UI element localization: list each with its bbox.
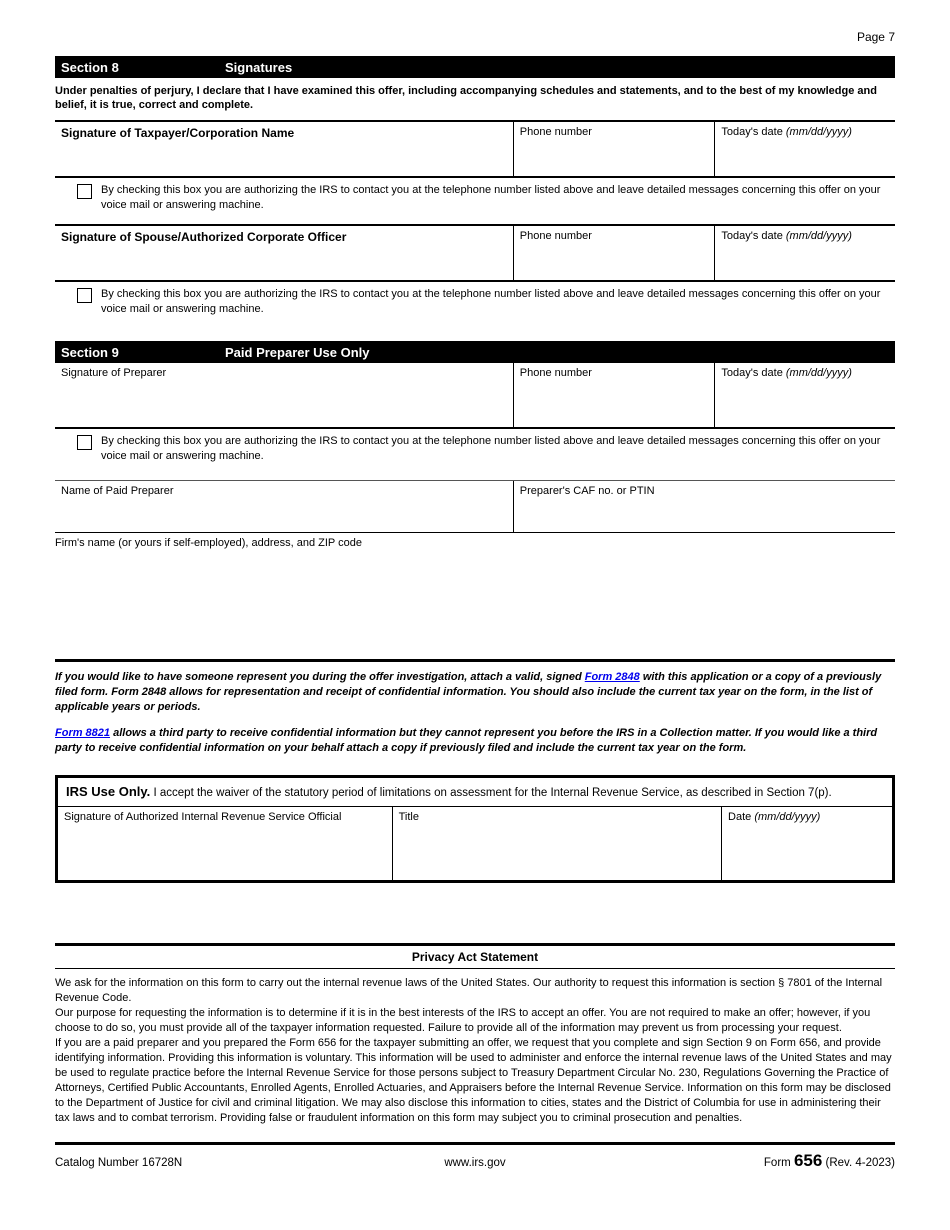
preparer-signature-label: Signature of Preparer [61, 367, 167, 379]
form-word: Form [763, 1157, 791, 1169]
preparer-signature-row [55, 363, 895, 429]
spouse-signature-label: Signature of Spouse/Authorized Corporate Officer [61, 230, 347, 244]
preparer-contact-checkbox-label: By checking this box you are authorizing the IRS to contact you at the telephone number listed above and leave detailed messages concerning this offer on your voice mail or answering machine. [101, 435, 881, 462]
irs-use-only-title: IRS Use Only. [66, 784, 151, 799]
page-number: Page 7 [856, 30, 895, 44]
form-8821-link[interactable]: Form 8821 [55, 727, 111, 739]
representation-para-2848-post: with this application or a copy of a previously filed form. Form 2848 allows for representation and receipt of confidential information. You should also include the current tax year on the form, in the list of applicable years or periods. [55, 671, 882, 713]
spouse-phone-label: Phone number [519, 230, 592, 242]
section9-header-bar [55, 341, 895, 363]
taxpayer-contact-checkbox-label: By checking this box you are authorizing the IRS to contact you at the telephone number listed above and leave detailed messages concerning this offer on your voice mail or answering machine. [101, 184, 881, 211]
irs-official-title-field[interactable] [392, 807, 721, 880]
firm-name-field[interactable] [55, 551, 895, 655]
preparer-caf-label: Preparer's CAF no. or PTIN [519, 485, 655, 497]
preparer-signature-field[interactable] [55, 363, 513, 427]
page-content [55, 0, 895, 1171]
catalog-number: Catalog Number 16728N [55, 1157, 183, 1169]
irs-official-row [58, 806, 892, 880]
perjury-statement: Under penalties of perjury, I declare that I have examined this offer, including accompanying schedules and statements, and to the best of my knowledge and belief, it is true, correct and complete. [55, 85, 877, 111]
taxpayer-signature-label: Signature of Taxpayer/Corporation Name [61, 126, 295, 140]
taxpayer-phone-label: Phone number [519, 126, 592, 138]
taxpayer-date-format: (mm/dd/yyyy) [785, 126, 852, 138]
preparer-date-format: (mm/dd/yyyy) [785, 367, 852, 379]
taxpayer-contact-consent [55, 183, 895, 213]
irs-use-only-waiver-text: I accept the waiver of the statutory period of limitations on assessment for the Internal Revenue Service, as described in Section 7(p). [150, 787, 832, 799]
preparer-name-label: Name of Paid Preparer [61, 485, 174, 497]
taxpayer-contact-checkbox[interactable] [77, 184, 92, 199]
section8-title: Signatures [225, 59, 293, 75]
spouse-phone-field[interactable] [513, 226, 715, 280]
privacy-para-3: If you are a paid preparer and you prepared the Form 656 for the taxpayer submitting an offer, we request that you complete and sign Section 9 on Form 656, and provide identifying information. Providing this information is voluntary. This information will be used to administer and enforce the internal revenue laws of the United States and may be used to regulate practice before the Internal Revenue Service for those persons subject to Treasury Department Circular No. 230, Regulations Governing the Practice of Attorneys, Certified Public Accountants, Enrolled Agents, Enrolled Actuaries, and Appraisers before the Internal Revenue Service. Information on this form may be disclosed to the Department of Justice for civil and criminal litigation. We may also disclose this information to cities, states and the District of Columbia for use in administering their tax laws and to combat terrorism. Providing false or fraudulent information on this form may subject you to criminal prosecution and penalties. [55, 1037, 892, 1124]
taxpayer-date-field[interactable] [714, 122, 895, 176]
form-2848-link[interactable]: Form 2848 [584, 671, 640, 683]
form-revision: (Rev. 4-2023) [825, 1157, 895, 1169]
privacy-heading: Privacy Act Statement [55, 946, 895, 969]
spouse-signature-row [55, 224, 895, 282]
section9-title: Paid Preparer Use Only [225, 344, 370, 360]
form-number-block [615, 1151, 895, 1171]
footer-rule [55, 1142, 895, 1145]
irs-official-date-label: Date [728, 811, 752, 823]
privacy-para-1: We ask for the information on this form to carry out the internal revenue laws of the United States. Our authority to request this information is section § 7801 of the Internal Revenue Code. [55, 977, 883, 1004]
form-number: 656 [793, 1151, 823, 1170]
preparer-contact-consent [55, 434, 895, 464]
spouse-date-field[interactable] [714, 226, 895, 280]
irs-official-title-label: Title [398, 811, 419, 823]
taxpayer-signature-field[interactable] [55, 122, 513, 176]
privacy-para-2: Our purpose for requesting the information is to determine if it is in the best interests of the IRS to accept an offer. You are not required to make an offer; however, if you choose to do so, you must provide all of the taxpayer information requested. Failure to provide all of the information may prevent us from processing your request. [55, 1007, 871, 1034]
firm-name-label: Firm's name (or yours if self-employed), address, and ZIP code [55, 537, 362, 549]
preparer-caf-field[interactable] [513, 481, 895, 532]
spouse-contact-checkbox-label: By checking this box you are authorizing the IRS to contact you at the telephone number listed above and leave detailed messages concerning this offer on your voice mail or answering machine. [101, 288, 881, 315]
irs-use-only-header [58, 778, 892, 806]
preparer-name-row [55, 480, 895, 533]
section8-id: Section 8 [61, 59, 119, 75]
irs-official-signature-field[interactable] [58, 807, 392, 880]
spouse-date-format: (mm/dd/yyyy) [785, 230, 852, 242]
section9-id: Section 9 [61, 344, 119, 360]
representation-para-8821-post: allows a third party to receive confidential information but they cannot represent you before the IRS in a Collection matter. If you would like a third party to receive confidential information on your behalf attach a copy if previously filed and include the current tax year on the form. [55, 727, 878, 754]
representation-para-8821 [55, 726, 895, 756]
irs-official-date-field[interactable] [721, 807, 892, 880]
preparer-contact-checkbox[interactable] [77, 435, 92, 450]
irs-official-date-format: (mm/dd/yyyy) [754, 811, 821, 823]
preparer-date-label: Today's date [721, 367, 783, 379]
section9-bottom-rule [55, 659, 895, 662]
spouse-contact-consent [55, 287, 895, 317]
preparer-name-field[interactable] [55, 481, 513, 532]
preparer-date-field[interactable] [714, 363, 895, 427]
footer [55, 1151, 895, 1171]
preparer-phone-field[interactable] [513, 363, 715, 427]
taxpayer-date-label: Today's date [721, 126, 783, 138]
representation-para-2848-pre: If you would like to have someone represent you during the offer investigation, attach a valid, signed [55, 671, 585, 683]
spouse-date-label: Today's date [721, 230, 783, 242]
spouse-contact-checkbox[interactable] [77, 288, 92, 303]
spouse-signature-field[interactable] [55, 226, 513, 280]
preparer-phone-label: Phone number [519, 367, 592, 379]
section8-header-bar [55, 56, 895, 78]
irs-official-signature-label: Signature of Authorized Internal Revenue Service Official [64, 811, 342, 823]
taxpayer-signature-row [55, 120, 895, 178]
irs-website: www.irs.gov [444, 1157, 506, 1169]
taxpayer-phone-field[interactable] [513, 122, 715, 176]
representation-para-2848 [55, 670, 895, 715]
irs-use-only-box [55, 775, 895, 883]
privacy-statement [55, 976, 895, 1126]
